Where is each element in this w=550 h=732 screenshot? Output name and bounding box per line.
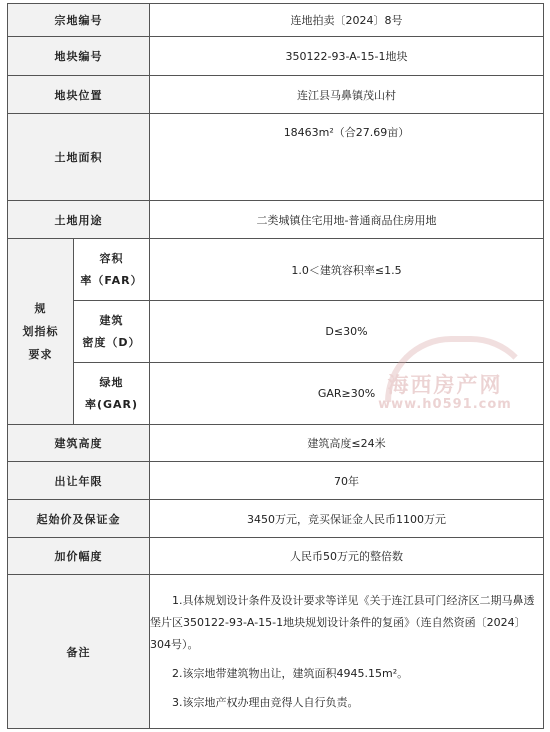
- area-label: 土地面积: [8, 114, 150, 201]
- lot-number-value: 连地拍卖〔2024〕8号: [150, 4, 544, 37]
- price-label: 起始价及保证金: [8, 500, 150, 538]
- row-lot-number: [8, 4, 544, 37]
- row-green: [8, 363, 544, 425]
- row-far: [8, 239, 544, 301]
- increment-label: 加价幅度: [8, 538, 150, 575]
- far-label: [74, 239, 150, 301]
- height-label: 建筑高度: [8, 425, 150, 462]
- parcel-number-label: 地块编号: [8, 37, 150, 76]
- row-land-use: [8, 201, 544, 239]
- height-value: 建筑高度≤24米: [150, 425, 544, 462]
- land-info-table: [7, 3, 544, 729]
- row-remarks: [8, 575, 544, 729]
- row-increment: [8, 538, 544, 575]
- term-value: 70年: [150, 462, 544, 500]
- row-price: [8, 500, 544, 538]
- planning-label-line-3: 要求: [28, 348, 53, 361]
- remark-item: 3.该宗地产权办理由竞得人自行负责。: [172, 695, 359, 709]
- planning-label-line-1: 规: [34, 302, 47, 315]
- land-use-value: 二类城镇住宅用地-普通商品住房用地: [150, 201, 544, 239]
- green-value: GAR≥30%: [150, 363, 544, 425]
- remarks-label: 备注: [8, 575, 150, 729]
- green-label-line-2: 率(GAR): [84, 397, 139, 411]
- remarks-value: [150, 575, 544, 729]
- density-label: [74, 301, 150, 363]
- increment-value: 人民币50万元的整倍数: [150, 538, 544, 575]
- density-label-line-2: 密度（D）: [82, 335, 141, 349]
- lot-number-label: 宗地编号: [8, 4, 150, 37]
- green-label: [74, 363, 150, 425]
- location-label: 地块位置: [8, 76, 150, 114]
- remark-item: 1.具体规划设计条件及设计要求等详见《关于连江县可门经济区二期马鼻透堡片区350122-93-A-15-1地块规划设计条件的复函》（连自然资函〔2024〕304号）。: [150, 593, 535, 651]
- parcel-number-value: 350122-93-A-15-1地块: [150, 37, 544, 76]
- term-label: 出让年限: [8, 462, 150, 500]
- watermark-url: www.h0591.com: [378, 397, 512, 412]
- land-use-label: 土地用途: [8, 201, 150, 239]
- planning-label-line-2: 划指标: [22, 325, 59, 338]
- row-density: [8, 301, 544, 363]
- planning-label: [8, 239, 74, 425]
- row-area: [8, 114, 544, 201]
- far-label-line-2: 率（FAR）: [80, 273, 143, 287]
- remark-item: 2.该宗地带建筑物出让，建筑面积4945.15m²。: [172, 666, 409, 680]
- watermark-title: 海西房产网: [387, 373, 503, 397]
- price-value: 3450万元，竞买保证金人民币1100万元: [150, 500, 544, 538]
- location-value: 连江县马鼻镇茂山村: [150, 76, 544, 114]
- row-term: [8, 462, 544, 500]
- far-label-line-1: 容积: [99, 251, 124, 265]
- far-value: 1.0＜建筑容积率≤1.5: [150, 239, 544, 301]
- density-value: D≤30%: [150, 301, 544, 363]
- row-location: [8, 76, 544, 114]
- density-label-line-1: 建筑: [99, 313, 124, 327]
- area-value: 18463m²（合27.69亩）: [150, 114, 544, 201]
- row-parcel-number: [8, 37, 544, 76]
- row-height: [8, 425, 544, 462]
- green-label-line-1: 绿地: [99, 375, 124, 389]
